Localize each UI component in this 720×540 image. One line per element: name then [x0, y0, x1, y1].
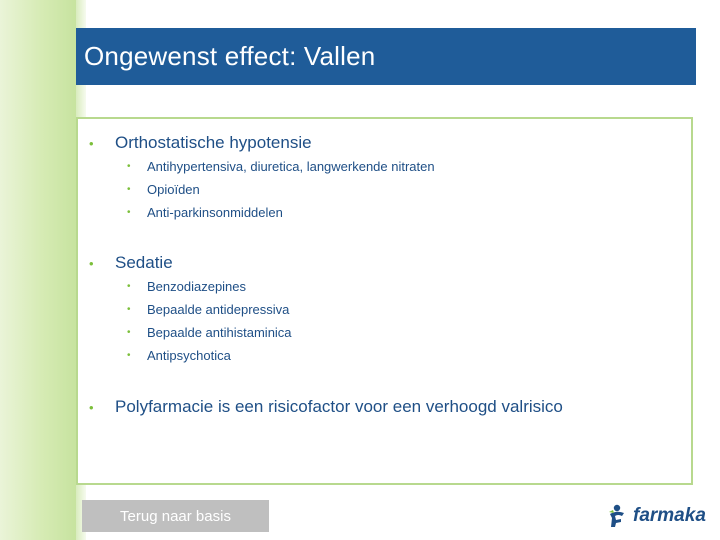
slide-title: Ongewenst effect: Vallen	[84, 41, 376, 71]
farmaka-figure-icon	[606, 504, 628, 528]
bullet-dot-icon: •	[127, 207, 131, 218]
bullet-orthostatische-hypotensie	[89, 133, 312, 153]
bullet-dot-icon: •	[89, 135, 94, 151]
farmaka-logo	[606, 501, 706, 531]
sub-bullet-text: Antihypertensiva, diuretica, langwerkende nitraten	[147, 159, 435, 174]
bullet-dot-icon: •	[127, 281, 131, 292]
sub-bullet-text: Bepaalde antihistaminica	[147, 325, 292, 340]
sub-bullet	[127, 205, 283, 220]
sub-bullet-text: Bepaalde antidepressiva	[147, 302, 290, 317]
bullet-dot-icon: •	[89, 399, 94, 415]
sub-bullet	[127, 159, 435, 174]
bullet-sedatie	[89, 253, 173, 273]
back-to-base-button[interactable]: Terug naar basis	[82, 500, 269, 532]
sub-bullet-text: Benzodiazepines	[147, 279, 247, 294]
sub-bullet-text: Opioïden	[147, 182, 200, 197]
bullet-dot-icon: •	[127, 161, 131, 172]
sub-bullet-text: Anti-parkinsonmiddelen	[147, 205, 283, 220]
left-decorative-band	[0, 0, 76, 540]
logo-text: farmaka	[633, 505, 706, 526]
bullet-polyfarmacie	[89, 397, 563, 417]
sub-bullet	[127, 348, 231, 363]
bullet-text: Orthostatische hypotensie	[115, 133, 312, 152]
sub-bullet	[127, 182, 200, 197]
sub-bullet-text: Antipsychotica	[147, 348, 231, 363]
sub-bullet	[127, 279, 246, 294]
content-box	[76, 117, 693, 485]
sub-bullet	[127, 302, 289, 317]
bullet-dot-icon: •	[89, 255, 94, 271]
bullet-dot-icon: •	[127, 327, 131, 338]
bullet-dot-icon: •	[127, 184, 131, 195]
bullet-dot-icon: •	[127, 350, 131, 361]
bullet-dot-icon: •	[127, 304, 131, 315]
bullet-text: Sedatie	[115, 253, 173, 272]
title-bar	[76, 28, 696, 85]
bullet-text: Polyfarmacie is een risicofactor voor een verhoogd valrisico	[115, 397, 563, 416]
sub-bullet	[127, 325, 292, 340]
